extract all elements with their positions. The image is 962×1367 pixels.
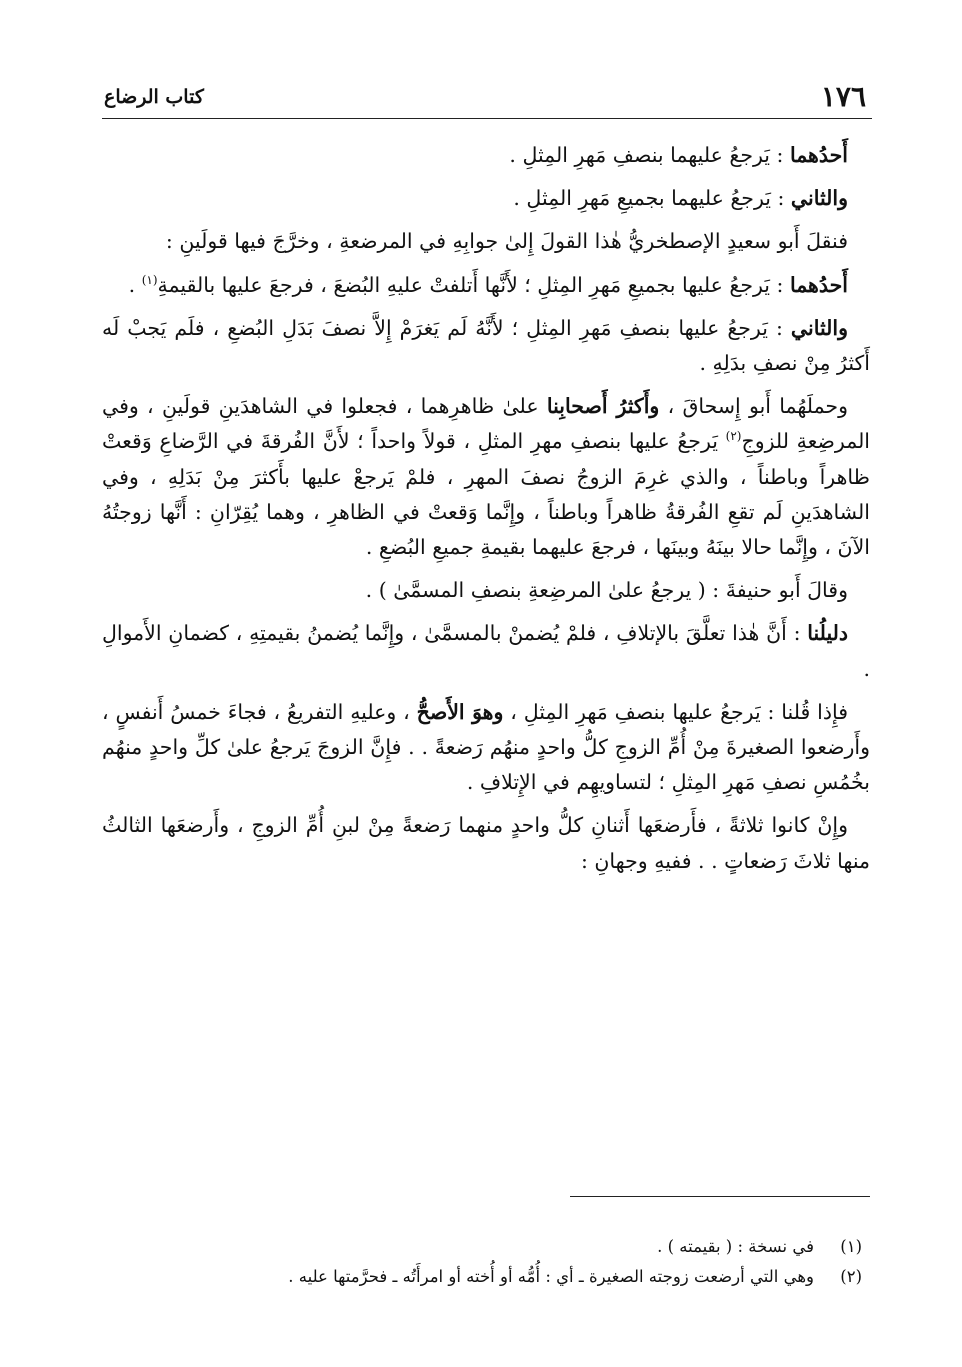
footnote-number: (٢) <box>840 1267 862 1286</box>
footnote-ref[interactable]: (٢) <box>725 429 742 444</box>
paragraph-lead: والثاني <box>790 315 848 340</box>
paragraph-lead: أَحدُهما <box>789 272 848 297</box>
footnote-separator <box>570 1196 870 1197</box>
paragraph: فإِذا قُلنا : يَرجعُ عليها بنصفِ مَهرِ المِثلِ ، وهوَ الأَصحُّ ، وعليهِ التفريعُ ، فجاءَ خمسُ أَنفسٍ ، وأَرضعوا الصغيرةَ مِنْ أُمِّ الزوجِ كلُّ واحدٍ منهُم رَضعةً . . فإِنَّ الزوجَ يَرجعُ علىٰ كلِّ واحدٍ منهُم بخُمُسِ نصفِ مَهرِ المِثلِ ؛ لتساويهِم في الإِتلافِ . <box>102 699 870 795</box>
paragraph-lead: والثاني <box>790 186 848 211</box>
paragraph: فنقلَ أَبو سعيدٍ الإصطخريُّ هٰذا القولَ إِلىٰ جوابِهِ في المرضعةِ ، وخرَّجَ فيها قولَينِ : <box>165 229 848 254</box>
footnote-text: وهي التي أرضعت زوجته الصغيرة ـ أي : أُمُّه أو أُخته أو امرأَتُه ـ فحرَّمتها عليه . <box>288 1267 814 1286</box>
page-number: ١٧٦ <box>820 80 866 113</box>
main-text <box>102 138 870 887</box>
paragraph: دليلُنا : أَنَّ هٰذا تعلَّقَ بالإتلافِ ، فلمْ يُضمنْ بالمسمَّىٰ ، وإِنَّما يُضمنُ بقيمتِهِ ، كضمانِ الأَموالِ . <box>102 621 870 681</box>
page-header <box>102 78 872 119</box>
paragraph: وإِنْ كانوا ثلاثةً ، فأَرضعَها أَثنانِ كلُّ واحدٍ منهما رَضعةً مِنْ لبنِ أُمِّ الزوجِ ، وأَرضعَها الثالثُ منها ثلاثَ رَضعاتٍ . . ففيهِ وجهانِ : <box>102 813 870 873</box>
footnote-ref[interactable]: (١) <box>141 272 158 287</box>
paragraph-lead: دليلُنا <box>807 621 848 646</box>
paragraph: أَحدُهما : يَرجعُ عليها بجميعِ مَهرِ المِثلِ ؛ لأَنَّها أَتلفتْ عليهِ البُضعَ ، فرجعَ عليها بالقيمةِ$^{(١)}$ . <box>128 272 848 297</box>
footnote-text: في نسخة : ( بقيمته ) . <box>657 1237 814 1256</box>
footnote <box>102 1262 862 1292</box>
footnotes <box>102 1232 870 1292</box>
running-title: كتاب الرضاع <box>104 86 204 108</box>
bold-phrase: وأَكثرُ أَصحابِنا <box>546 394 660 419</box>
paragraph: والثاني : يَرجعُ عليهما بجميعِ مَهرِ المِثلِ . <box>513 186 848 211</box>
bold-phrase: وهوَ الأَصحُّ <box>416 699 504 724</box>
paragraph: وحملَهُما أَبو إِسحاقَ ، وأَكثرُ أَصحابِنا علىٰ ظاهرِهما ، فجعلوا في الشاهدَينِ قولَينِ ، وفي المرضِعةِ للزوجِ$^{(٢)}$ يَرجعُ عليها بنصفِ مهرِ المثلِ ، قولاً واحداً ؛ لأَنَّ الفُرقةَ في الرَّضاعِ وَقعتْ ظاهراً وباطناً ، والذي غرِمَ الزوجُ نصفَ المهرِ ، فلمْ يَرجعْ عليها بأَكثرَ مِنْ بَدَلِهِ ، وفي الشاهدَينِ لَم تقعِ الفُرقةُ ظاهراً وباطناً ، وإِنَّما وَقعتْ في الظاهرِ ، وهما يُقِرّانِ : أَنَّها زوجتُهُ الآنَ ، وإِنَّما حالا بينَهُ وبينَها ، فرجعَ عليهما بقيمةِ جميعِ البُضعِ . <box>102 394 871 560</box>
footnote <box>102 1232 862 1262</box>
paragraph: والثاني : يَرجعُ عليها بنصفِ مَهرِ المِثلِ ؛ لأَنَّهُ لَم يَغرَمْ إِلاَّ نصفَ بَدَلِ البُضعِ ، فلَم يَجبْ لَه أَكثرُ مِنْ نصفِ بدَلِهِ . <box>102 315 870 376</box>
paragraph-lead: أَحدُهما <box>789 143 848 167</box>
paragraph: أَحدُهما : يَرجعُ عليهما بنصفِ مَهرِ المِثلِ . <box>509 143 848 167</box>
footnote-number: (١) <box>840 1237 862 1256</box>
paragraph: وقالَ أَبو حنيفةَ : ( يرجعُ علىٰ المرضِعةِ بنصفِ المسمَّىٰ ) . <box>365 578 848 603</box>
